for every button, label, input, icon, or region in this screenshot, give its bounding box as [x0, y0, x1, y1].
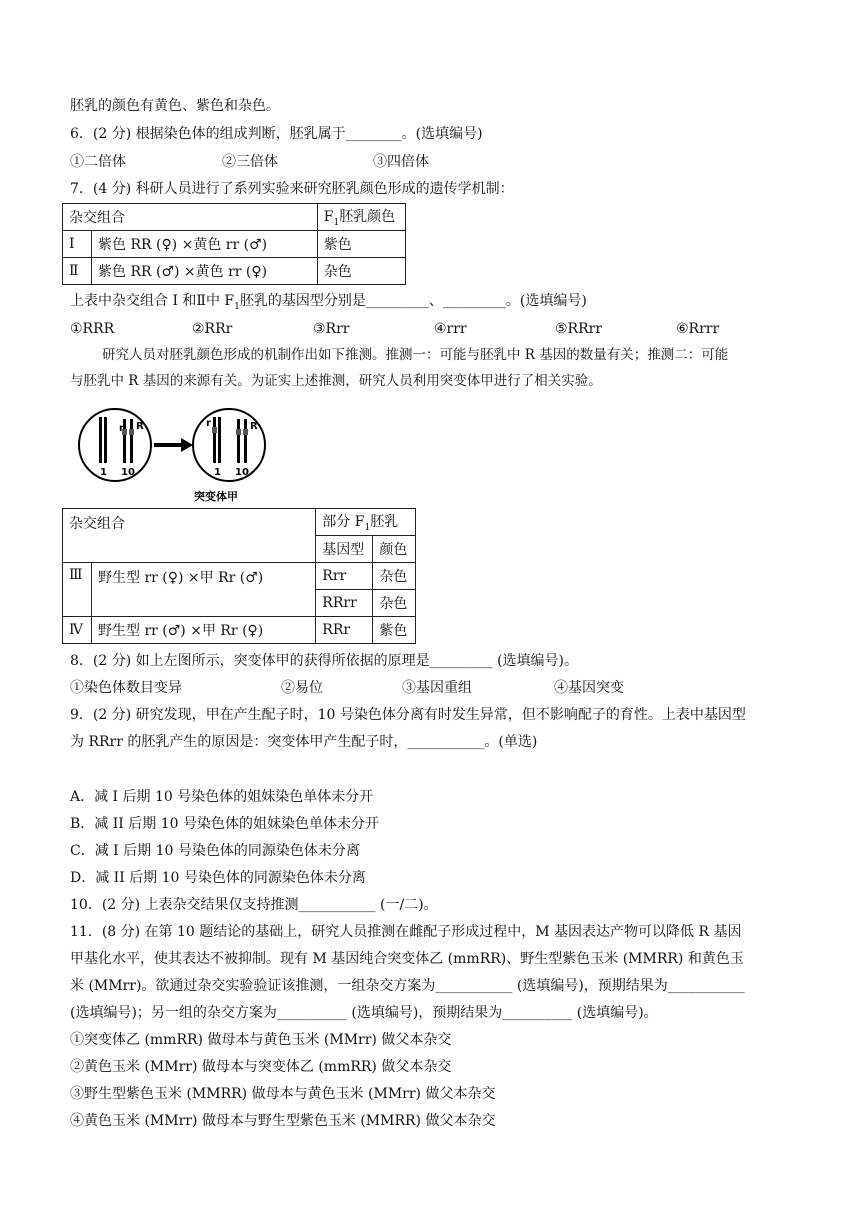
q7-option-2: ②RRr: [192, 321, 233, 337]
label-r: r: [119, 423, 124, 434]
q7-option-1: ①RRR: [70, 321, 115, 337]
q6-option-2: ②三倍体: [222, 154, 278, 170]
q11-option-3: ③野生型紫色玉米 (MMRR) 做母本与黄色玉米 (MMrr) 做父本杂交: [70, 1086, 496, 1102]
q9-option-d: D．减 II 后期 10 号染色体的同源染色体未分离: [70, 870, 366, 886]
chromosome-diagram-svg: [78, 405, 268, 505]
q11-option-2: ②黄色玉米 (MMrr) 做母本与突变体乙 (mmRR) 做父本杂交: [70, 1059, 452, 1075]
q7-option-3: ③Rrr: [313, 321, 350, 337]
q9-option-a: A．减 I 后期 10 号染色体的姐妹染色单体未分开: [70, 789, 374, 805]
gene-R-mark: [129, 429, 134, 435]
q11-option-4: ④黄色玉米 (MMrr) 做母本与野生型紫色玉米 (MMRR) 做父本杂交: [70, 1113, 496, 1129]
q6-option-3: ③四倍体: [373, 154, 429, 170]
q9-option-c: C．减 I 后期 10 号染色体的同源染色体未分离: [70, 843, 360, 859]
mut-chromosome-10b: [244, 419, 247, 463]
intro-text: 胚乳的颜色有黄色、紫色和杂色。: [70, 98, 280, 114]
hypothesis-para-2: 与胚乳中 R 基因的来源有关。为证实上述推测，研究人员利用突变体甲进行了相关实验。: [70, 373, 602, 389]
table-row: RRrr 杂色: [63, 590, 416, 617]
mut-label-r: r: [206, 418, 211, 429]
q9-stem-line2: 为 RRrr 的胚乳产生的原因是：突变体甲产生配子时，___________。(单选): [70, 734, 538, 750]
table2-header-color: 颜色: [373, 536, 416, 563]
mut-chromosome-1b: [218, 417, 221, 463]
cross-table-2: [62, 508, 416, 644]
q8-option-1: ①染色体数目变异: [70, 680, 182, 696]
translocated-R-mark: [212, 427, 217, 433]
mutant-chromosome-diagram: [78, 405, 268, 505]
chromosome-1a: [99, 417, 102, 463]
mut-label-10: 10: [235, 467, 249, 478]
table1-header-color: $F_1$胚乳颜色: [317, 204, 405, 231]
table-row: Ⅳ 野生型 rr (♂) ×甲 Rr (♀) RRr 紫色: [63, 617, 416, 644]
chromosome-10b: [130, 419, 133, 463]
q7-stem: 7．(4 分) 科研人员进行了系列实验来研究胚乳颜色形成的遗传学机制：: [70, 181, 514, 197]
label-1: 1: [100, 467, 107, 478]
q9-stem-line1: 9．(2 分) 研究发现，甲在产生配子时，10 号染色体分离有时发生异常，但不影响配子的育性。上表中基因型: [70, 707, 746, 723]
q10-stem: 10．(2 分) 上表杂交结果仅支持推测___________ (一/二)。: [70, 897, 438, 913]
table1-header-cross: 杂交组合: [63, 204, 318, 231]
mut-label-1: 1: [214, 467, 221, 478]
cell-after-circle: [193, 409, 265, 481]
mut-gene-R-mark: [243, 429, 248, 435]
diagram-caption: 突变体甲: [194, 490, 238, 503]
arrow-icon: [181, 438, 193, 452]
cross-table-1: [62, 203, 406, 285]
q11-line4: (选填编号)；另一组的杂交方案为__________ (选填编号)，预期结果为__________ (选填编号)。: [70, 1005, 658, 1021]
table-row: Ⅲ 野生型 rr (♀) ×甲 Rr (♂) Rrr 杂色: [63, 563, 416, 590]
q11-line3: 米 (MMrr)。欲通过杂交实验验证该推测，一组杂交方案为___________ (选填编号)，预期结果为___________: [70, 978, 745, 994]
mut-chromosome-1a: [213, 417, 216, 463]
chromosome-1b: [104, 417, 107, 463]
table2-header-genotype: 基因型: [316, 536, 373, 563]
label-R: R: [136, 421, 144, 432]
cell-before-circle: [79, 409, 151, 481]
q6-option-1: ①二倍体: [70, 154, 126, 170]
mut-label-R: R: [250, 421, 258, 432]
q8-option-2: ②易位: [281, 680, 323, 696]
mut-gene-r-mark: [236, 429, 241, 435]
table-row: Ⅱ 紫色 RR (♂) ×黄色 rr (♀) 杂色: [63, 258, 406, 285]
label-10: 10: [121, 467, 135, 478]
q11-line1: 11．(8 分) 在第 10 题结论的基础上，研究人员推测在雌配子形成过程中，M 基因表达产物可以降低 R 基因: [70, 924, 742, 940]
q8-option-4: ④基因突变: [554, 680, 624, 696]
q8-option-3: ③基因重组: [402, 680, 472, 696]
q7-option-4: ④rrr: [434, 321, 467, 337]
q8-stem: 8．(2 分) 如上左图所示，突变体甲的获得所依据的原理是_________ (选填编号)。: [70, 653, 579, 669]
q7-option-5: ⑤RRrr: [555, 321, 603, 337]
q11-line2: 甲基化水平，使其表达不被抑制。现有 M 基因纯合突变体乙 (mmRR)、野生型紫色玉米 (MMRR) 和黄色玉: [70, 951, 744, 967]
table2-header-cross: 杂交组合: [63, 509, 316, 563]
q11-option-1: ①突变体乙 (mmRR) 做母本与黄色玉米 (MMrr) 做父本杂交: [70, 1032, 452, 1048]
table-row: I 紫色 RR (♀) ×黄色 rr (♂) 紫色: [63, 231, 406, 258]
table2-header-f1: 部分 $F_1$胚乳: [316, 509, 416, 536]
q7-question: 上表中杂交组合 I 和Ⅱ中 $F_1$胚乳的基因型分别是_________、_________。(选填编号): [70, 293, 587, 312]
hypothesis-para-1: 研究人员对胚乳颜色形成的机制作出如下推测。推测一：可能与胚乳中 R 基因的数量有关；推测二：可能: [102, 347, 729, 363]
q9-option-b: B．减 II 后期 10 号染色体的姐妹染色单体未分开: [70, 816, 379, 832]
q7-option-6: ⑥Rrrr: [676, 321, 720, 337]
mut-chromosome-10a: [237, 419, 240, 463]
q6-stem: 6．(2 分) 根据染色体的组成判断，胚乳属于________。(选填编号): [70, 126, 483, 142]
